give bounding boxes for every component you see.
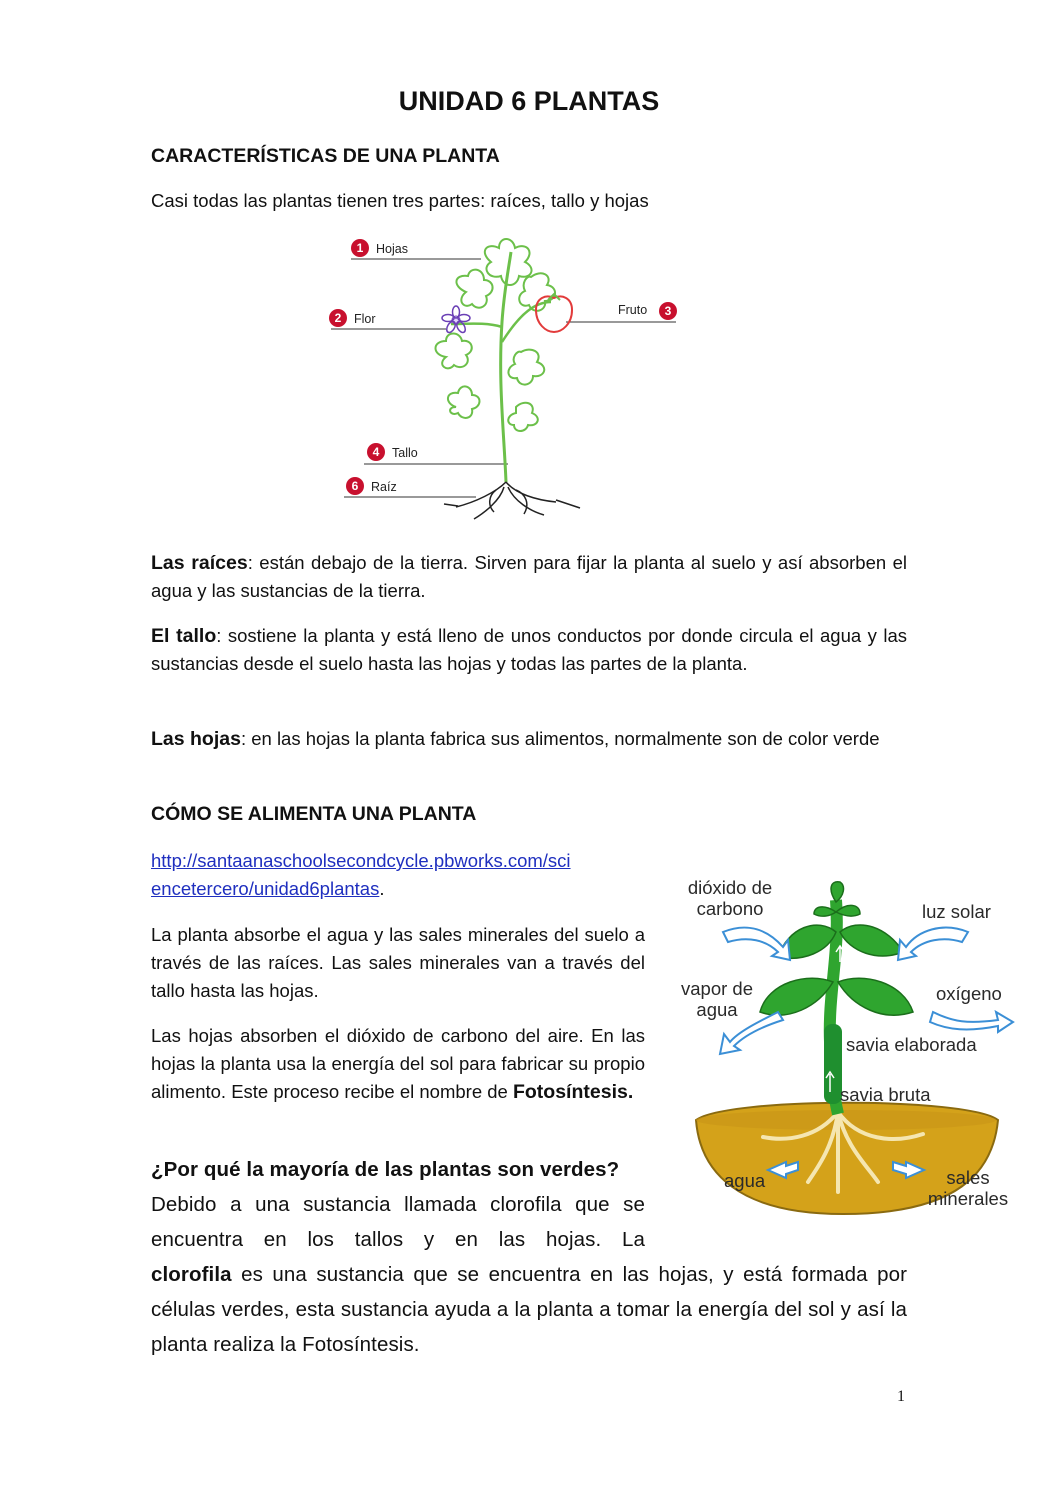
svg-text:Tallo: Tallo xyxy=(392,446,418,460)
resource-link[interactable] xyxy=(151,850,571,899)
term-tallo: El tallo xyxy=(151,625,217,647)
badge-flor xyxy=(329,309,376,327)
svg-text:Hojas: Hojas xyxy=(376,242,408,256)
photosynthesis-diagram xyxy=(668,872,1026,1222)
text-hojas: : en las hojas la planta fabrica sus alimentos, normalmente son de color verde xyxy=(240,728,880,749)
label-elaborated: savia elaborada xyxy=(846,1034,977,1055)
term-raices: Las raíces xyxy=(151,552,248,574)
answer-rest: es una sustancia que se encuentra en las hojas, y está formada por células verdes, esta sustancia ayuda a la planta a tomar la energía del sol y así la planta realiza la Fotosíntesis. xyxy=(151,1263,907,1356)
term-hojas: Las hojas xyxy=(151,728,241,750)
svg-text:3: 3 xyxy=(664,304,672,318)
page-number: 1 xyxy=(897,1388,905,1405)
plant-parts-diagram xyxy=(326,232,686,532)
question-heading: ¿Por qué la mayoría de las plantas son verdes? xyxy=(151,1158,620,1181)
svg-text:Flor: Flor xyxy=(354,312,376,326)
label-vapor-2: agua xyxy=(696,999,738,1020)
link-line-2: encetercero/unidad6plantas xyxy=(151,878,380,899)
svg-text:Raíz: Raíz xyxy=(371,480,397,494)
label-raw: savia bruta xyxy=(840,1084,931,1105)
label-sun: luz solar xyxy=(922,901,991,922)
term-fotosintesis: Fotosíntesis. xyxy=(512,1081,634,1103)
label-co2-1: dióxido de xyxy=(687,877,773,898)
section-heading-characteristics: CARACTERÍSTICAS DE UNA PLANTA xyxy=(151,145,500,167)
paragraph-absorption: La planta absorbe el agua y las sales minerales del suelo a través de las raíces. Las sales minerales van a través del tallo hasta las hojas. xyxy=(151,924,645,1001)
paragraph-hojas xyxy=(151,725,907,753)
svg-text:Fruto: Fruto xyxy=(618,303,648,317)
term-clorofila: clorofila xyxy=(151,1263,232,1286)
badge-tallo xyxy=(367,443,418,461)
paragraph-raices xyxy=(151,549,907,605)
paragraph-tallo xyxy=(151,622,907,678)
section-heading-feeding: CÓMO SE ALIMENTA UNA PLANTA xyxy=(151,803,477,825)
link-period: . xyxy=(379,878,385,899)
text-raices: : están debajo de la tierra. Sirven para fijar la planta al suelo y así absorben el agua y las sustancias de la tierra. xyxy=(151,552,907,601)
text-photosynthesis: Las hojas absorben el dióxido de carbono del aire. En las hojas la planta usa la energía del sol para fabricar su propio alimento. Este proceso recibe el nombre de xyxy=(151,1025,645,1102)
svg-text:1: 1 xyxy=(356,241,364,255)
page-title: UNIDAD 6 PLANTAS xyxy=(398,86,660,116)
link-line-1: http://santaanaschoolsecondcycle.pbworks.com/sci xyxy=(151,850,571,871)
badge-hojas xyxy=(351,239,408,257)
answer-line-1: Debido a una sustancia llamada clorofila que se xyxy=(151,1193,645,1216)
svg-text:2: 2 xyxy=(334,311,342,325)
badge-fruto xyxy=(618,302,677,320)
paragraph-photosynthesis xyxy=(151,1022,645,1106)
answer-line-2: encuentra en los tallos y en las hojas. La xyxy=(151,1228,645,1251)
link-block xyxy=(151,847,571,903)
label-co2-2: carbono xyxy=(696,898,764,919)
intro-text: Casi todas las plantas tienen tres partes: raíces, tallo y hojas xyxy=(151,190,649,211)
answer-paragraph xyxy=(151,1257,907,1362)
text-tallo: : sostiene la planta y está lleno de unos conductos por donde circula el agua y las sustancias desde el suelo hasta las hojas y todas las partes de la planta. xyxy=(151,625,908,674)
label-salts-2: minerales xyxy=(927,1188,1009,1209)
label-salts-1: sales xyxy=(946,1167,990,1188)
label-vapor-1: vapor de xyxy=(681,978,753,999)
label-water: agua xyxy=(724,1170,766,1191)
badge-raiz xyxy=(346,477,397,495)
label-oxygen: oxígeno xyxy=(936,983,1002,1004)
svg-text:6: 6 xyxy=(351,479,359,493)
svg-text:4: 4 xyxy=(372,445,380,459)
